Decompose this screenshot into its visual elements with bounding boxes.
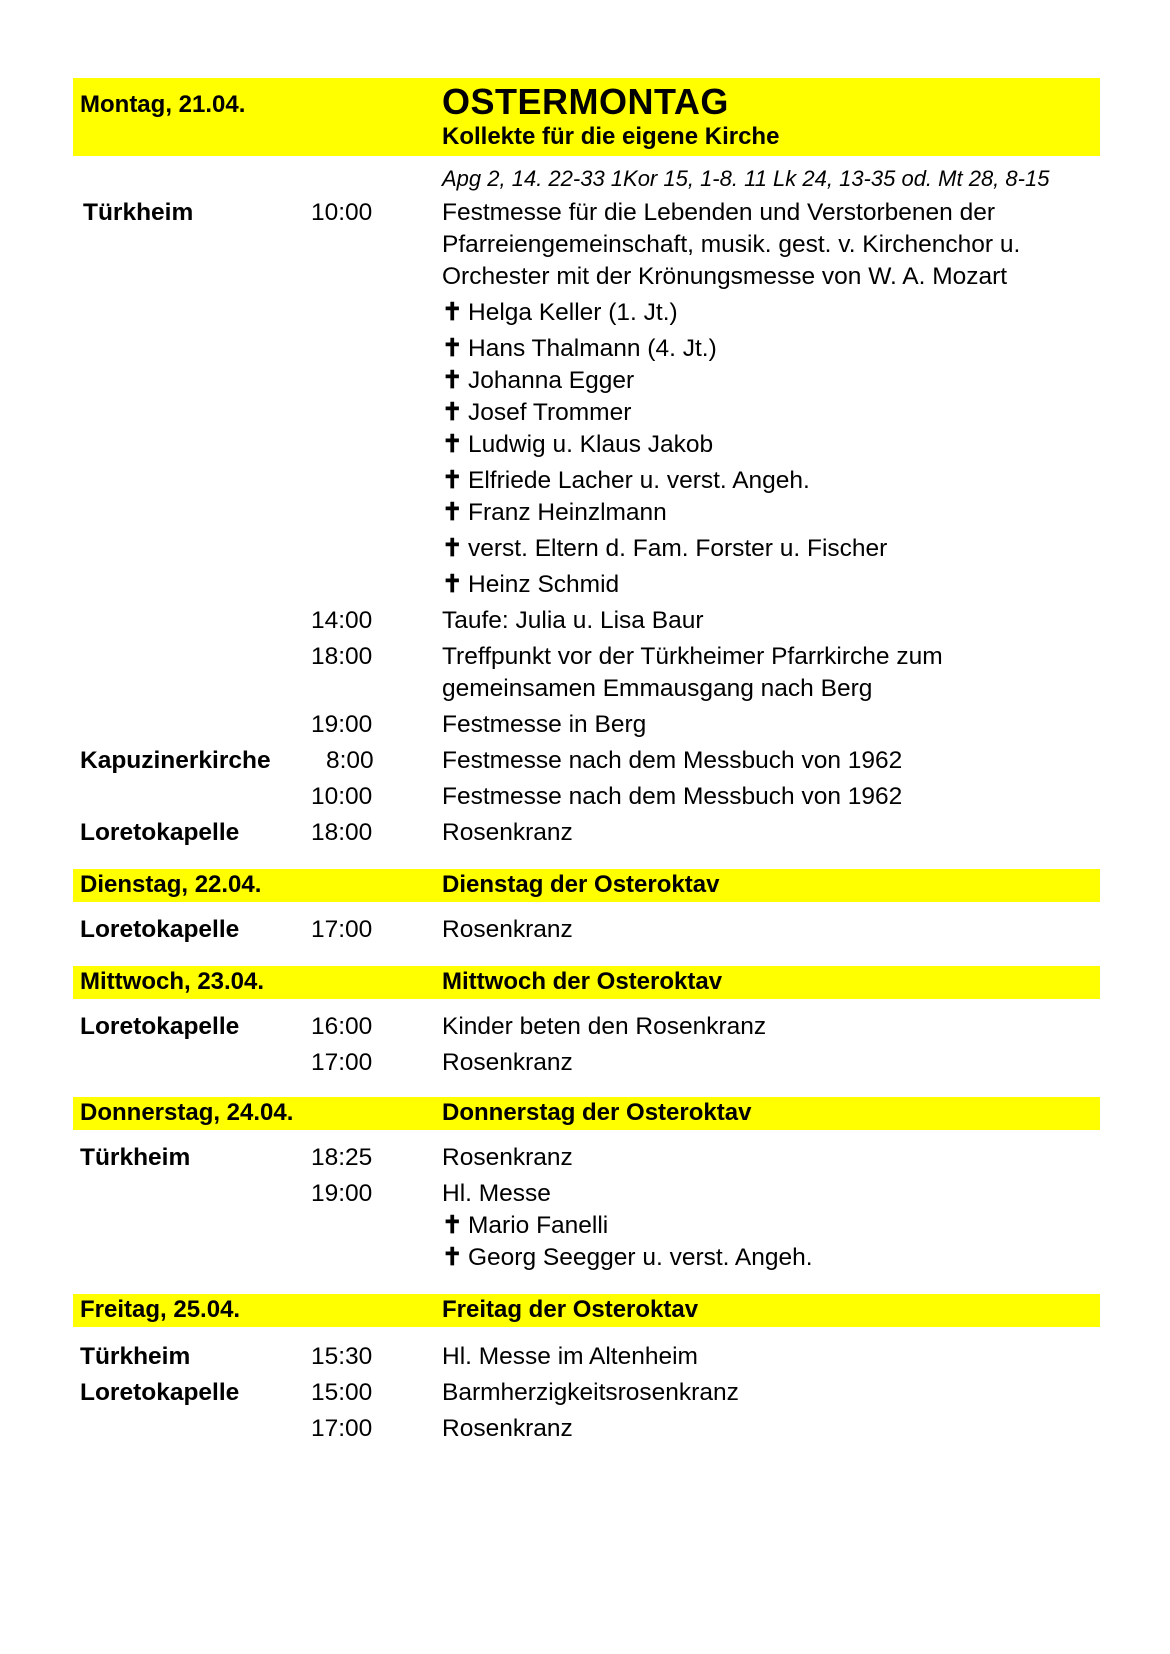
deceased-entry xyxy=(73,333,1100,365)
location-label: Türkheim xyxy=(83,199,194,226)
day-title: Freitag der Osteroktav xyxy=(442,1296,699,1323)
deceased-name: Georg Seegger u. verst. Angeh. xyxy=(468,1244,813,1271)
day-subtitle: Kollekte für die eigene Kirche xyxy=(442,123,780,150)
day-date: Montag, 21.04. xyxy=(80,91,246,118)
event-description: Rosenkranz xyxy=(442,1144,573,1171)
event-description: Rosenkranz xyxy=(442,1415,573,1442)
entry-row xyxy=(73,709,1100,741)
time-label: 18:00 xyxy=(311,819,373,846)
day-date: Donnerstag, 24.04. xyxy=(80,1099,294,1126)
location-label: Türkheim xyxy=(80,1144,191,1171)
cross-icon: ✝ xyxy=(442,571,463,598)
scripture-readings: Apg 2, 14. 22-33 1Kor 15, 1-8. 11 Lk 24, 13-35 od. Mt 28, 8-15 xyxy=(442,166,1050,191)
deceased-name: Ludwig u. Klaus Jakob xyxy=(468,431,714,458)
event-description: Kinder beten den Rosenkranz xyxy=(442,1013,767,1040)
event-description: Hl. Messe xyxy=(442,1180,551,1207)
day-entries-thursday xyxy=(73,1142,1100,1274)
entry-row xyxy=(73,745,1100,777)
day-date: Dienstag, 22.04. xyxy=(80,871,262,898)
entry-row xyxy=(73,1178,1100,1210)
day-header-thursday xyxy=(73,1097,1100,1130)
location-label: Türkheim xyxy=(80,1343,191,1370)
day-title: OSTERMONTAG xyxy=(442,81,729,122)
cross-icon: ✝ xyxy=(442,299,463,326)
day-entries-tuesday xyxy=(73,914,1100,946)
day-entries-friday xyxy=(73,1341,1100,1445)
time-label: 19:00 xyxy=(311,711,373,738)
day-entries-monday xyxy=(73,164,1100,849)
cross-icon: ✝ xyxy=(442,499,463,526)
event-description: Rosenkranz xyxy=(442,819,573,846)
entry-row xyxy=(73,817,1100,849)
time-label: 10:00 xyxy=(311,199,373,226)
time-label: 18:00 xyxy=(311,643,373,670)
cross-icon: ✝ xyxy=(442,535,463,562)
cross-icon: ✝ xyxy=(442,399,463,426)
schedule-page xyxy=(73,78,1100,1445)
day-header-tuesday xyxy=(73,869,1100,902)
day-title: Mittwoch der Osteroktav xyxy=(442,968,723,995)
location-label: Loretokapelle xyxy=(80,1379,240,1406)
deceased-name: Hans Thalmann (4. Jt.) xyxy=(468,335,717,362)
deceased-name: Josef Trommer xyxy=(468,399,632,426)
deceased-entry xyxy=(73,569,1100,601)
time-label: 14:00 xyxy=(311,607,373,634)
entry-row xyxy=(73,641,1100,705)
deceased-entry xyxy=(73,1210,1100,1242)
deceased-name: Helga Keller (1. Jt.) xyxy=(468,299,678,326)
deceased-entry xyxy=(73,497,1100,529)
event-description: Hl. Messe im Altenheim xyxy=(442,1343,698,1370)
day-header-monday xyxy=(73,78,1100,156)
entry-row xyxy=(73,1047,1100,1079)
time-label: 17:00 xyxy=(311,916,373,943)
location-label: Loretokapelle xyxy=(80,916,240,943)
event-description: Treffpunkt vor der Türkheimer Pfarrkirche zum gemeinsamen Emmausgang nach Berg xyxy=(442,643,943,702)
deceased-entry xyxy=(73,533,1100,565)
deceased-name: Elfriede Lacher u. verst. Angeh. xyxy=(468,467,810,494)
day-title: Donnerstag der Osteroktav xyxy=(442,1099,752,1126)
deceased-name: Johanna Egger xyxy=(468,367,635,394)
event-description: Rosenkranz xyxy=(442,916,573,943)
entry-row xyxy=(73,781,1100,813)
event-description: Barmherzigkeitsrosenkranz xyxy=(442,1379,739,1406)
deceased-entry xyxy=(73,397,1100,429)
time-label: 15:30 xyxy=(311,1343,373,1370)
cross-icon: ✝ xyxy=(442,431,463,458)
event-description: Festmesse nach dem Messbuch von 1962 xyxy=(442,747,903,774)
cross-icon: ✝ xyxy=(442,335,463,362)
entry-row xyxy=(73,1011,1100,1043)
entry-row xyxy=(73,197,1100,293)
deceased-entry xyxy=(73,465,1100,497)
event-description: Taufe: Julia u. Lisa Baur xyxy=(442,607,704,634)
day-date: Mittwoch, 23.04. xyxy=(80,968,265,995)
deceased-entry xyxy=(73,365,1100,397)
deceased-entry xyxy=(73,297,1100,329)
entry-row xyxy=(73,914,1100,946)
event-description: Festmesse nach dem Messbuch von 1962 xyxy=(442,783,903,810)
time-label: 17:00 xyxy=(311,1049,373,1076)
deceased-entry xyxy=(73,429,1100,461)
cross-icon: ✝ xyxy=(442,367,463,394)
time-label: 19:00 xyxy=(311,1180,373,1207)
time-label: 16:00 xyxy=(311,1013,373,1040)
entry-row xyxy=(73,1413,1100,1445)
entry-row xyxy=(73,1142,1100,1174)
time-label: 17:00 xyxy=(311,1415,373,1442)
event-description: Festmesse in Berg xyxy=(442,711,647,738)
deceased-name: Heinz Schmid xyxy=(468,571,620,598)
deceased-name: verst. Eltern d. Fam. Forster u. Fischer xyxy=(468,535,888,562)
day-date: Freitag, 25.04. xyxy=(80,1296,241,1323)
entry-row xyxy=(73,605,1100,637)
day-entries-wednesday xyxy=(73,1011,1100,1079)
time-label: 15:00 xyxy=(311,1379,373,1406)
time-label: 10:00 xyxy=(311,783,373,810)
deceased-name: Franz Heinzlmann xyxy=(468,499,667,526)
entry-row xyxy=(73,1341,1100,1373)
cross-icon: ✝ xyxy=(442,1244,463,1271)
day-header-wednesday xyxy=(73,966,1100,999)
entry-row xyxy=(73,1377,1100,1409)
event-description: Festmesse für die Lebenden und Verstorbenen der Pfarreiengemeinschaft, musik. gest. v. Kirchenchor u. Orchester mit der Krönungsmesse von W. A. Mozart xyxy=(442,199,1021,290)
deceased-name: Mario Fanelli xyxy=(468,1212,609,1239)
cross-icon: ✝ xyxy=(442,467,463,494)
day-header-friday xyxy=(73,1294,1100,1327)
time-label: 8:00 xyxy=(326,747,374,774)
location-label: Loretokapelle xyxy=(80,1013,240,1040)
event-description: Rosenkranz xyxy=(442,1049,573,1076)
time-label: 18:25 xyxy=(311,1144,373,1171)
location-label: Loretokapelle xyxy=(80,819,240,846)
day-title: Dienstag der Osteroktav xyxy=(442,871,720,898)
deceased-entry xyxy=(73,1242,1100,1274)
location-label: Kapuzinerkirche xyxy=(80,747,271,774)
cross-icon: ✝ xyxy=(442,1212,463,1239)
